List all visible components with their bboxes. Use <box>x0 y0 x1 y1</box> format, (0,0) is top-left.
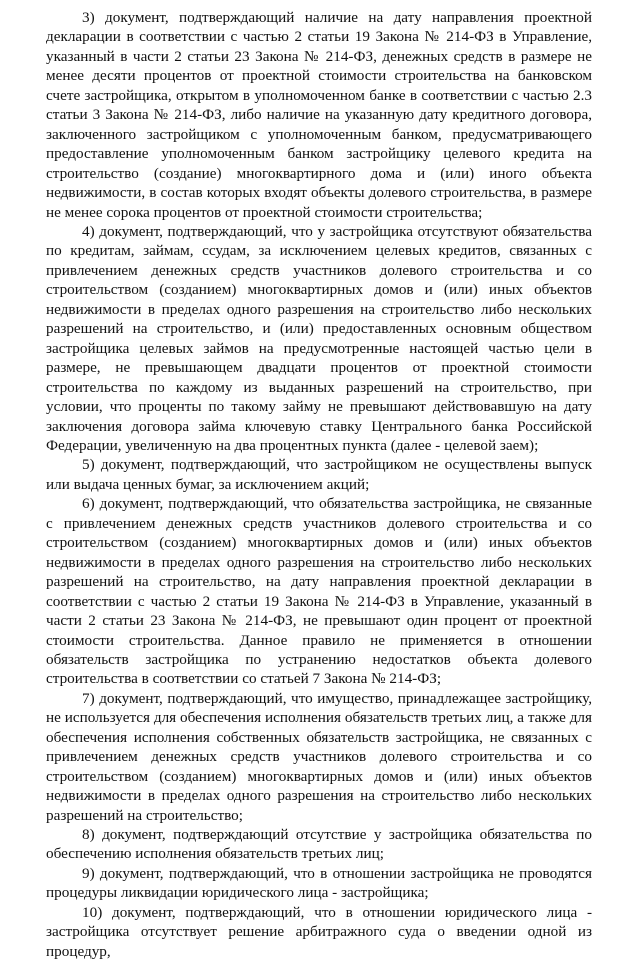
clause-5: 5) документ, подтверждающий, что застройщиком не осуществлены выпуск или выдача ценных бумаг, за исключением акций; <box>46 456 592 493</box>
clause-3: 3) документ, подтверждающий наличие на дату направления проектной декларации в соответствии с частью 2 статьи 19 Закона № 214-ФЗ в Управление, указанный в части 2 статьи 23 Закона № 214-ФЗ, денежных средств в размере не менее десяти процентов от проектной стоимости строительства на банковском счете застройщика, открытом в уполномоченном банке в соответствии с частью 2.3 статьи 3 Закона № 214-ФЗ, либо наличие на указанную дату кредитного договора, заключенного застройщиком с уполномоченным банком, предусматривающего предоставление уполномоченным банком застройщику целевого кредита на строительство (создание) многоквартирного дома и (или) иного объекта недвижимости, в состав которых входят объекты долевого строительства, в размере не менее сорока процентов от проектной стоимости строительства; <box>46 9 592 221</box>
clause-6: 6) документ, подтверждающий, что обязательства застройщика, не связанные с привлечением денежных средств участников долевого строительства и со строительством (созданием) многоквартирных домов и (или) иных объектов недвижимости в пределах одного разрешения на строительство либо нескольких разрешений на строительство, на дату направления проектной декларации в соответствии с частью 2 статьи 19 Закона № 214-ФЗ в Управление, указанный в части 2 статьи 23 Закона № 214-ФЗ, не превышают один процент от проектной стоимости строительства. Данное правило не применяется в отношении обязательств застройщика по устранению недостатков объекта долевого строительства в соответствии со статьей 7 Закона № 214-ФЗ; <box>46 495 592 688</box>
clause-4: 4) документ, подтверждающий, что у застройщика отсутствуют обязательства по кредитам, займам, ссудам, за исключением целевых кредитов, связанных с привлечением денежных средств участников долевого строительства и со строительством (созданием) многоквартирных домов и (или) иных объектов недвижимости в пределах одного разрешения на строительство либо нескольких разрешений на строительство, и (или) предоставленных основным обществом застройщика целевых займов на предусмотренные настоящей частью цели в размере, не превышающем двадцати процентов от проектной стоимости строительства по каждому из выданных разрешений на строительство, при условии, что проценты по такому займу не превышают действовавшую на дату заключения договора займа ключевую ставку Центрального банка Российской Федерации, увеличенную на два процентных пункта (далее - целевой заем); <box>46 222 592 454</box>
clause-8: 8) документ, подтверждающий отсутствие у застройщика обязательства по обеспечению исполнения обязательств третьих лиц; <box>46 826 592 863</box>
clause-7: 7) документ, подтверждающий, что имущество, принадлежащее застройщику, не используется для обеспечения исполнения обязательств третьих лиц, а также для обеспечения исполнения собственных обязательств застройщика, не связанных с привлечением денежных средств участников долевого строительства и со строительством (созданием) многоквартирных домов и (или) иных объектов недвижимости в пределах одного разрешения на строительство либо нескольких разрешений на строительство; <box>46 689 592 824</box>
clause-10: 10) документ, подтверждающий, что в отношении юридического лица - застройщика отсутствует решение арбитражного суда о введении одной из процедур, <box>46 903 592 960</box>
clause-9: 9) документ, подтверждающий, что в отношении застройщика не проводятся процедуры ликвидации юридического лица - застройщика; <box>46 864 592 902</box>
